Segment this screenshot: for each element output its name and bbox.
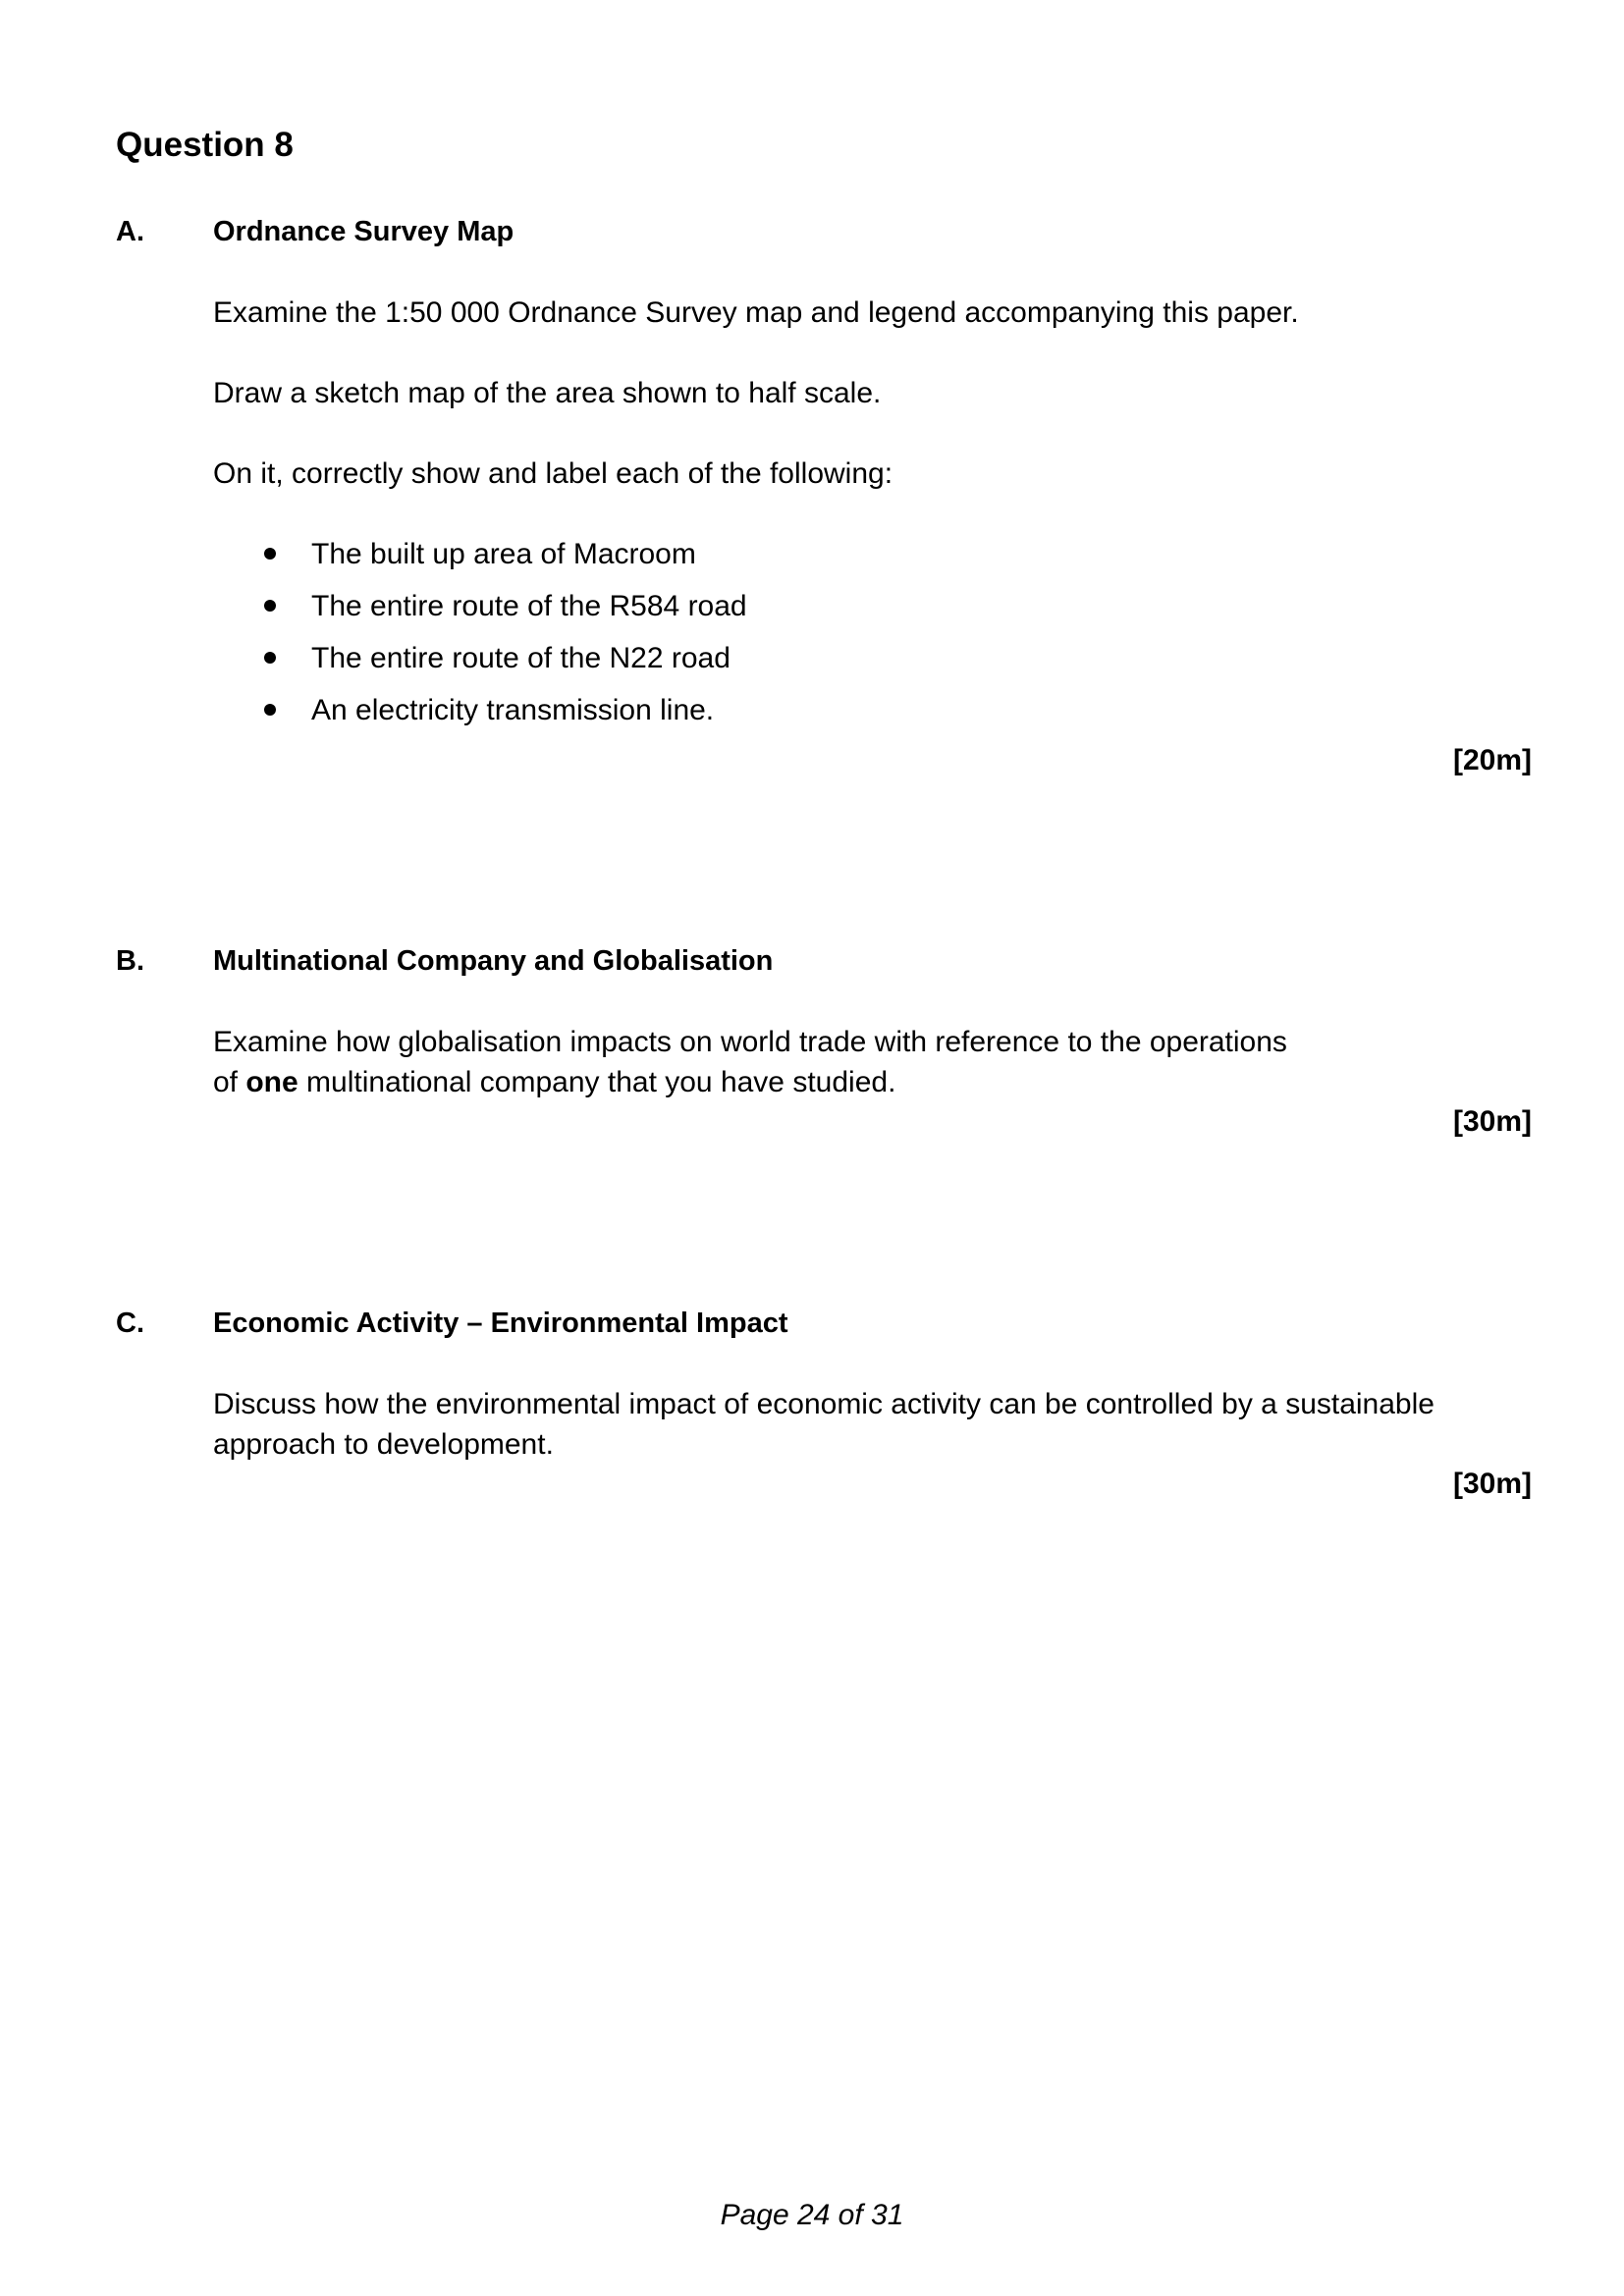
- section-b-letter: B.: [116, 945, 144, 977]
- section-b-line-2: [213, 1062, 1539, 1102]
- section-a-bullet-list: [213, 534, 747, 742]
- section-a-letter: A.: [116, 216, 144, 247]
- question-title: Question 8: [116, 126, 294, 164]
- section-a-paragraph-1: Examine the 1:50 000 Ordnance Survey map and legend accompanying this paper.: [213, 296, 1299, 329]
- section-c-line-2: approach to development.: [213, 1428, 554, 1461]
- section-b-marks: [30m]: [1452, 1105, 1532, 1138]
- list-item: [213, 586, 747, 638]
- list-item: [213, 638, 747, 690]
- section-c-title: Economic Activity – Environmental Impact: [213, 1308, 788, 1339]
- section-a-paragraph-3: On it, correctly show and label each of the following:: [213, 457, 893, 490]
- section-c-line-1: Discuss how the environmental impact of economic activity can be controlled by a sustainable: [213, 1388, 1435, 1420]
- section-a-marks: [20m]: [1452, 744, 1532, 776]
- section-c-marks: [30m]: [1452, 1468, 1532, 1500]
- list-item-text: The built up area of Macroom: [311, 538, 696, 570]
- section-c-letter: C.: [116, 1308, 144, 1339]
- page-footer: Page 24 of 31: [720, 2199, 904, 2231]
- section-b-line-1: Examine how globalisation impacts on world trade with reference to the operations: [213, 1026, 1287, 1058]
- section-b-emphasis: one: [245, 1066, 298, 1098]
- list-item-text: An electricity transmission line.: [311, 694, 715, 726]
- bullet-icon: [264, 600, 276, 612]
- section-a-paragraph-2: Draw a sketch map of the area shown to half scale.: [213, 377, 882, 409]
- list-item-text: The entire route of the N22 road: [311, 642, 731, 674]
- section-b-line-2-prefix: of: [213, 1066, 246, 1098]
- section-b-title: Multinational Company and Globalisation: [213, 945, 774, 977]
- bullet-icon: [264, 548, 276, 560]
- section-a-title: Ordnance Survey Map: [213, 216, 514, 247]
- bullet-icon: [264, 652, 276, 664]
- list-item: [213, 690, 747, 742]
- section-b-line-2-suffix: multinational company that you have studied.: [298, 1066, 896, 1098]
- list-item-text: The entire route of the R584 road: [311, 590, 747, 622]
- list-item: [213, 534, 747, 586]
- bullet-icon: [264, 704, 276, 716]
- section-c-paragraph: [213, 1384, 1539, 1465]
- section-b-paragraph: [213, 1022, 1539, 1102]
